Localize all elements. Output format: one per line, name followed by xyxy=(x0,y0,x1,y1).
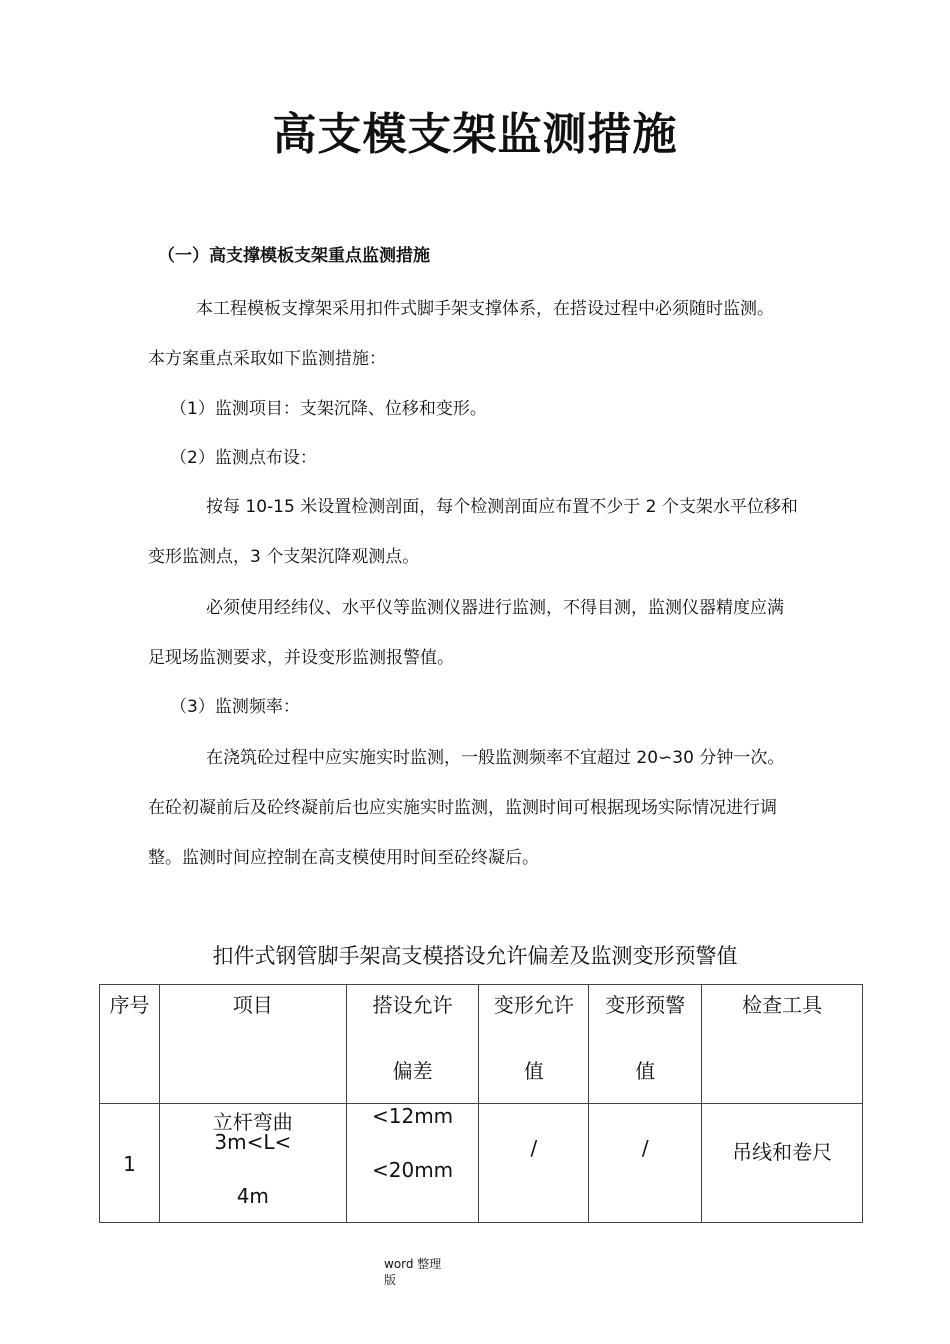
cell-deform-warn xyxy=(589,1104,702,1223)
footer-line-2: 版 xyxy=(384,1273,397,1287)
header-deform-allow-label: 变形允许 xyxy=(493,993,574,1017)
header-tool-label: 检查工具 xyxy=(742,993,823,1017)
header-tolerance-label-2: 偏差 xyxy=(392,1059,433,1083)
header-cell-no xyxy=(100,985,160,1104)
header-deform-allow-label-2: 值 xyxy=(523,1059,544,1083)
paragraph-line: 本工程模板支撑架采用扣件式脚手架支撑体系，在搭设过程中必须随时监测。 xyxy=(196,299,774,319)
paragraph-line: 在浇筑砼过程中应实施实时监测，一般监测频率不宜超过 20∽30 分钟一次。 xyxy=(206,748,785,768)
table-row xyxy=(100,1104,863,1223)
header-cell-item xyxy=(159,985,346,1104)
list-item-monitoring-frequency: （3）监测频率： xyxy=(170,697,300,717)
paragraph-line: 本方案重点采取如下监测措施： xyxy=(148,349,386,369)
cell-no xyxy=(100,1104,160,1223)
header-cell-deform-warn xyxy=(589,985,702,1104)
cell-item xyxy=(159,1104,346,1223)
paragraph-line: 足现场监测要求，并设变形监测报警值。 xyxy=(148,648,454,668)
document-title: 高支模支架监测措施 xyxy=(272,109,678,160)
row-item-text-2: 3m<L< xyxy=(214,1130,292,1154)
list-item-monitoring-items: （1）监测项目：支架沉降、位移和变形。 xyxy=(170,399,487,419)
header-item-label: 项目 xyxy=(232,993,273,1017)
tolerance-table xyxy=(99,984,863,1223)
cell-tolerance xyxy=(346,1104,479,1223)
paragraph-line: 变形监测点，3 个支架沉降观测点。 xyxy=(148,547,420,567)
paragraph-line: 在砼初凝前后及砼终凝前后也应实施实时监测，监测时间可根据现场实际情况进行调 xyxy=(148,798,777,818)
header-cell-tool xyxy=(702,985,863,1104)
row-tolerance-value-2: <20mm xyxy=(371,1158,454,1182)
row-deform-allow-value: / xyxy=(530,1136,538,1160)
section-heading: （一）高支撑模板支架重点监测措施 xyxy=(158,246,430,266)
cell-deform-allow xyxy=(479,1104,589,1223)
table-header-row xyxy=(100,985,863,1104)
row-item-text-3: 4m xyxy=(236,1184,269,1208)
row-number: 1 xyxy=(123,1152,136,1176)
table-caption: 扣件式钢管脚手架高支模搭设允许偏差及监测变形预警值 xyxy=(212,944,738,968)
paragraph-line: 整。监测时间应控制在高支模使用时间至砼终凝后。 xyxy=(148,848,539,868)
header-cell-tolerance xyxy=(346,985,479,1104)
row-tolerance-value: <12mm xyxy=(371,1104,454,1128)
header-cell-deform-allow xyxy=(479,985,589,1104)
paragraph-line: 必须使用经纬仪、水平仪等监测仪器进行监测，不得目测，监测仪器精度应满 xyxy=(206,598,784,618)
header-deform-warn-label-2: 值 xyxy=(635,1059,656,1083)
row-item-text: 立杆弯曲 xyxy=(212,1110,293,1134)
cell-tool xyxy=(702,1104,863,1223)
paragraph-line: 按每 10-15 米设置检测剖面，每个检测剖面应布置不少于 2 个支架水平位移和 xyxy=(206,497,798,517)
row-deform-warn-value: / xyxy=(641,1136,649,1160)
row-tool-value: 吊线和卷尺 xyxy=(732,1140,833,1164)
header-deform-warn-label: 变形预警 xyxy=(605,993,686,1017)
page-footer xyxy=(384,1256,441,1288)
header-no-label: 序号 xyxy=(109,993,150,1017)
footer-line: word 整理 xyxy=(384,1257,442,1271)
list-item-monitoring-points: （2）监测点布设： xyxy=(170,448,317,468)
header-tolerance-label: 搭设允许 xyxy=(372,993,453,1017)
